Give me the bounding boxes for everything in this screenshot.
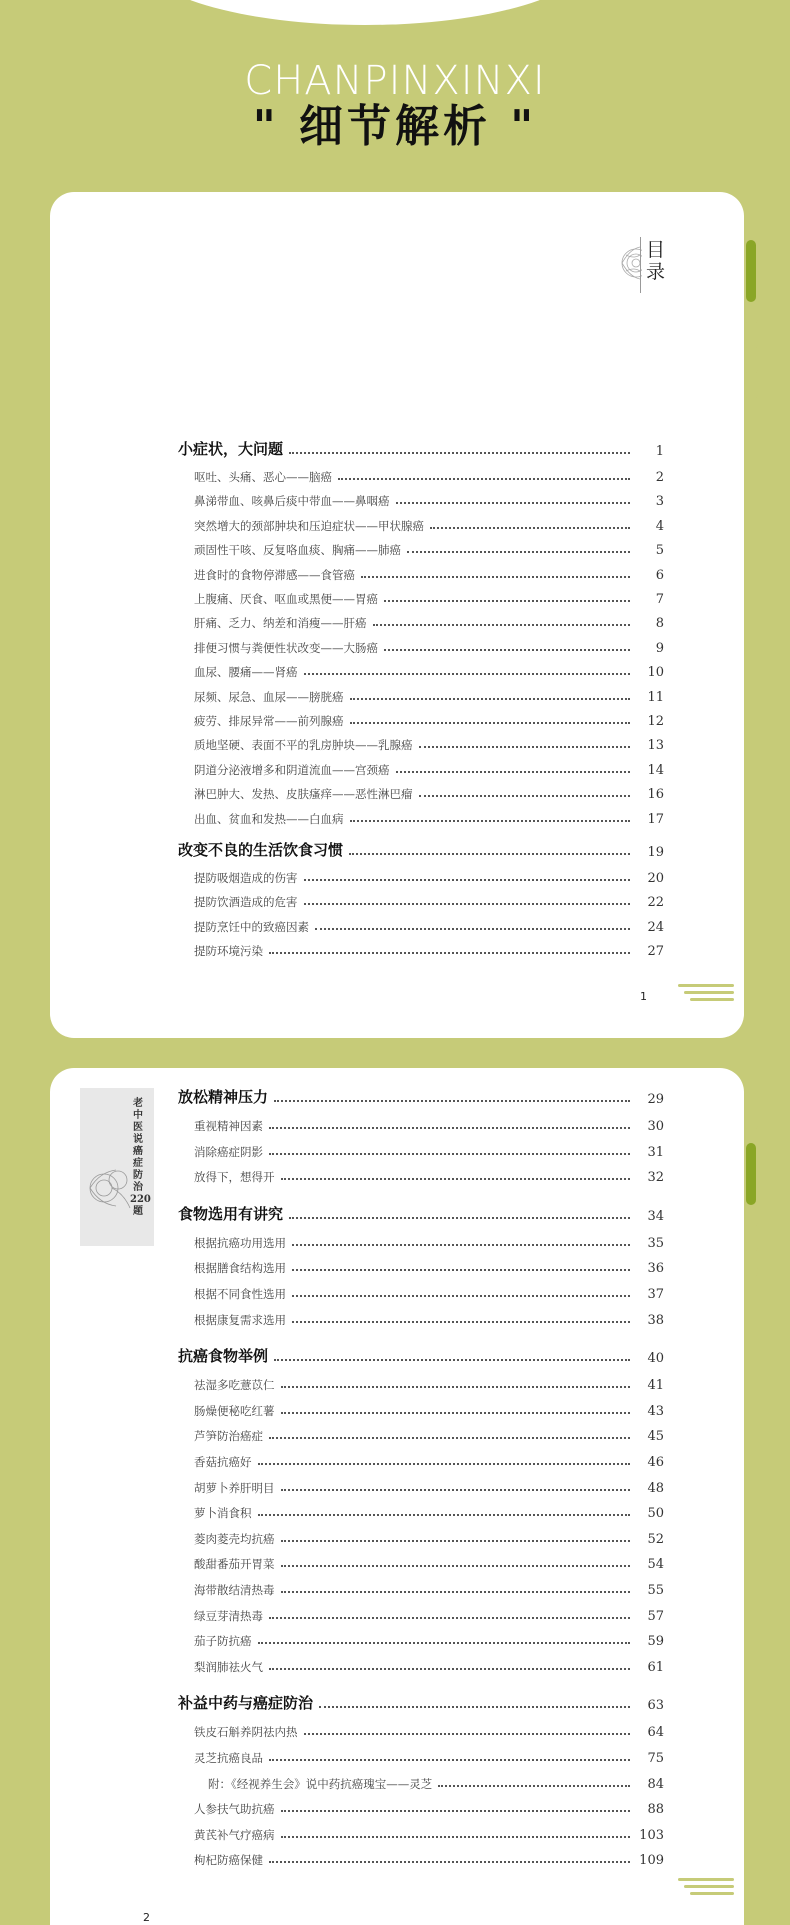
toc-entry-title: 顽固性干咳、反复咯血痰、胸痛——肺癌 [194,543,401,558]
toc-entry-row[interactable] [178,1235,664,1251]
toc-leader-dots [315,928,630,930]
toc-page-number: 36 [647,1261,664,1277]
toc-entry-row[interactable] [178,1312,664,1328]
toc-page-number: 32 [647,1170,664,1186]
toc-leader-dots [269,1127,630,1129]
toc-section-row[interactable] [178,839,664,860]
toc-leader-dots [373,624,631,626]
toc-page-number: 43 [647,1403,664,1419]
toc-leader-dots [289,1217,630,1219]
toc-page-number: 84 [647,1776,664,1792]
toc-page-number: 29 [647,1092,664,1107]
toc-entry-title: 提防环境污染 [194,944,263,959]
toc-page-number: 63 [647,1698,664,1714]
toc-leader-dots [289,452,630,454]
scroll-dot [745,312,758,325]
toc-leader-dots [269,1861,630,1863]
toc-page-number: 59 [647,1634,664,1650]
toc-page-number: 103 [639,1827,664,1843]
toc-leader-dots [396,502,631,504]
toc-entry-row[interactable] [178,1260,664,1276]
toc-page-number: 16 [647,787,664,803]
toc-leader-dots [292,1244,630,1246]
toc-page-number: 22 [647,895,664,911]
toc-page-1 [50,192,744,1038]
toc-page-number: 3 [655,494,664,510]
toc-entry-title: 灵芝抗癌良品 [194,1751,263,1765]
toc-page-number: 54 [647,1557,664,1573]
toc-entry-row[interactable] [178,1633,664,1649]
toc-entry-row[interactable] [178,811,664,827]
toc-entry-row[interactable] [178,615,664,631]
toc-entry-row[interactable] [178,1750,664,1766]
toc-leader-dots [419,746,631,748]
toc-page-number: 40 [647,1351,664,1367]
toc-entry-title: 根据抗癌功用选用 [194,1235,286,1250]
toc-page-number: 14 [647,762,664,778]
scroll-active-bar [746,1143,756,1205]
mulu-title: 目录 [646,239,666,283]
toc-leader-dots [274,1359,630,1361]
toc-entry-title: 呕吐、头痛、恶心——脑癌 [194,470,332,484]
toc-leader-dots [304,1733,631,1735]
toc-entry-title: 进食时的食物停滞感——食管癌 [194,567,355,582]
toc-entry-row[interactable] [178,786,664,802]
toc-page-number: 75 [647,1751,664,1766]
toc-leader-dots [269,1437,630,1439]
toc-leader-dots [281,1489,631,1491]
toc-entry-row[interactable] [178,518,664,534]
toc-page-number: 24 [647,919,664,935]
toc-leader-dots [292,1269,630,1271]
lines-decoration [678,984,734,1005]
scroll-dot [745,1240,758,1253]
toc-leader-dots [292,1295,630,1297]
toc-page-2 [50,1068,744,1925]
toc-section-row[interactable] [178,1345,664,1366]
toc-leader-dots [281,1591,631,1593]
toc-entry-row[interactable] [178,1144,664,1160]
toc-entry-row[interactable] [178,1480,664,1496]
toc-leader-dots [281,1540,631,1542]
toc-entry-row[interactable] [178,1454,664,1470]
toc-page-number: 2 [655,470,664,485]
toc-entry-title: 香菇抗癌好 [194,1455,252,1469]
toc-entry-title: 出血、贫血和发热——白血病 [194,811,344,826]
toc-entry-row[interactable] [178,1377,664,1393]
toc-page-number: 7 [655,592,664,607]
scroll-dot [745,1215,758,1228]
toc-page-number: 37 [647,1287,664,1302]
toc-entry-row[interactable] [178,737,664,753]
scroll-indicator-1 [744,240,758,412]
toc-entry-row[interactable] [178,1403,664,1419]
toc-entry-row[interactable] [178,1169,664,1185]
toc-entry-row[interactable] [178,591,664,607]
toc-leader-dots [396,771,631,773]
toc-leader-dots [384,600,630,602]
toc-page-number: 8 [655,616,664,632]
toc-section-row[interactable] [178,1692,664,1713]
toc-section-row[interactable] [178,1086,664,1107]
header-english-title: CHANPINXINXI [244,58,546,104]
toc-section-row[interactable] [178,1203,664,1224]
toc-entry-title: 尿频、尿急、血尿——膀胱癌 [194,689,344,704]
toc-page-number: 20 [647,871,664,886]
toc-entry-title: 梨润肺祛火气 [194,1659,263,1674]
toc-entry-title: 淋巴肿大、发热、皮肤瘙痒——恶性淋巴瘤 [194,787,413,802]
scroll-dot [745,387,758,400]
toc-entry-row[interactable] [178,870,664,886]
toc-leader-dots [258,1642,631,1644]
toc-entry-row[interactable] [178,943,664,959]
toc-section-row[interactable] [178,438,664,459]
toc-section-title: 放松精神压力 [178,1088,269,1106]
toc-leader-dots [430,527,630,529]
toc-page-number: 1 [655,444,664,459]
toc-leader-dots [349,853,630,855]
toc-page-number: 9 [655,640,664,656]
toc-entry-row[interactable] [178,542,664,558]
toc-entry-title: 枸杞防癌保健 [194,1853,263,1868]
toc-leader-dots [350,722,631,724]
toc-entry-row[interactable] [178,1428,664,1444]
toc-leader-dots [281,1836,631,1838]
toc-page-number: 55 [647,1583,664,1598]
toc-entry-title: 芦笋防治癌症 [194,1429,263,1444]
scroll-dot [745,1118,758,1131]
toc-leader-dots [361,576,630,578]
toc-page-number: 52 [647,1531,664,1547]
toc-leader-dots [384,649,630,651]
toc-page-number: 38 [647,1312,664,1328]
toc-leader-dots [304,903,631,905]
toc-entry-title: 萝卜消食积 [194,1506,252,1521]
scroll-indicator-2 [744,1118,758,1290]
toc-entry-title: 根据康复需求选用 [194,1312,286,1327]
toc-leader-dots [438,1785,630,1787]
toc-page-number: 48 [647,1480,664,1496]
toc-entry-title: 放得下，想得开 [194,1170,275,1185]
toc-page-number: 64 [647,1725,664,1741]
scroll-dot [745,362,758,375]
toc-leader-dots [281,1386,631,1388]
toc-entry-title: 血尿、腰痛——肾癌 [194,665,298,680]
toc-page-number: 13 [647,738,664,754]
toc-entry-title: 排便习惯与粪便性状改变——大肠癌 [194,640,378,655]
toc-leader-dots [350,820,631,822]
toc-entry-row[interactable] [178,1118,664,1134]
toc-leader-dots [258,1463,631,1465]
toc-entry-row[interactable] [178,762,664,778]
toc-entry-title: 祛湿多吃薏苡仁 [194,1378,275,1393]
toc-leader-dots [269,1617,630,1619]
toc-entry-title: 阴道分泌液增多和阴道流血——宫颈癌 [194,762,390,777]
toc-entry-title: 肝痛、乏力、纳差和消瘦——肝癌 [194,616,367,631]
toc-page-number: 45 [647,1429,664,1445]
toc-leader-dots [281,1412,631,1414]
toc-leader-dots [292,1321,630,1323]
toc-page-number: 17 [647,811,664,827]
toc-entry-row[interactable] [178,1608,664,1624]
toc-entry-title: 茄子防抗癌 [194,1634,252,1649]
toc-entry-title: 菱肉菱壳均抗癌 [194,1531,275,1546]
page-number-1: 1 [640,990,647,1003]
mulu-heading [616,237,666,292]
toc-page-number: 27 [647,944,664,960]
toc-page-number: 6 [655,567,664,583]
toc-page-number: 46 [647,1455,664,1470]
toc-entry-row[interactable] [178,689,664,705]
toc-entry-title: 突然增大的颈部肿块和压迫症状——甲状腺癌 [194,518,424,533]
toc-entry-title: 人参扶气助抗癌 [194,1802,275,1817]
toc-entry-title: 铁皮石斛养阴祛内热 [194,1725,298,1740]
toc-leader-dots [269,1153,630,1155]
toc-section-title: 小症状，大问题 [178,440,284,458]
toc-entry-row[interactable] [178,567,664,583]
toc-entry-title: 鼻涕带血、咳鼻后痰中带血——鼻咽癌 [194,494,390,509]
toc-entry-row[interactable] [178,1724,664,1740]
toc-entry-title: 黄芪补气疗癌病 [194,1827,275,1842]
toc-leader-dots [350,698,631,700]
book-spine-image [80,1088,154,1246]
toc-leader-dots [407,551,630,553]
toc-entry-title: 提防吸烟造成的伤害 [194,871,298,885]
flower-ornament-icon [616,237,642,289]
toc-page-number: 4 [655,518,664,534]
toc-entry-row[interactable] [178,469,664,485]
toc-leader-dots [304,879,631,881]
toc-entry-row[interactable] [178,1801,664,1817]
page-number-2: 2 [143,1911,150,1924]
toc-leader-dots [281,1810,631,1812]
toc-entry-row[interactable] [178,1776,664,1792]
toc-leader-dots [338,478,630,480]
scroll-dot [745,337,758,350]
toc-section-title: 食物选用有讲究 [178,1204,284,1223]
toc-entry-title: 海带散结清热毒 [194,1583,275,1597]
toc-entry-title: 消除癌症阴影 [194,1144,263,1159]
toc-entry-row[interactable] [178,1531,664,1547]
toc-entry-row[interactable] [178,664,664,680]
toc-entry-row[interactable] [178,919,664,935]
toc-page-number: 5 [655,543,664,559]
scroll-dot [745,1265,758,1278]
toc-leader-dots [274,1100,630,1102]
toc-entry-title: 肠燥便秘吃红薯 [194,1403,275,1418]
toc-page-number: 50 [647,1506,664,1522]
toc-entry-row[interactable] [178,1505,664,1521]
header-chinese-title: " 细节解析 " [252,101,538,152]
toc-section-title: 补益中药与癌症防治 [178,1694,314,1713]
toc-leader-dots [419,795,631,797]
top-arc-decoration [140,0,590,25]
toc-leader-dots [269,1668,630,1670]
toc-section-title: 改变不良的生活饮食习惯 [178,841,344,859]
toc-entry-title: 绿豆芽清热毒 [194,1608,263,1623]
toc-entry-title: 疲劳、排尿异常——前列腺癌 [194,714,344,728]
toc-page-number: 30 [647,1119,664,1134]
flower-ornament-icon [86,1158,134,1218]
spine-title: 老中医说癌症防治220题 [130,1098,151,1217]
toc-entry-row[interactable] [178,1659,664,1675]
toc-leader-dots [281,1178,631,1180]
toc-entry-title: 附：《经视养生会》说中药抗癌瑰宝——灵芝 [208,1776,433,1791]
toc-leader-dots [304,673,631,675]
toc-page-number: 12 [647,714,664,729]
toc-entry-row[interactable] [178,1852,664,1868]
toc-page-number: 10 [647,665,664,681]
toc-page-number: 57 [647,1608,664,1624]
toc-entry-title: 根据膳食结构选用 [194,1261,286,1276]
scroll-active-bar [746,240,756,302]
toc-entry-title: 提防烹饪中的致癌因素 [194,919,309,934]
toc-page-number: 31 [647,1144,664,1160]
toc-page-number: 11 [647,689,664,705]
toc-leader-dots [319,1706,630,1708]
toc-leader-dots [269,952,630,954]
toc-page-number: 35 [647,1235,664,1251]
toc-leader-dots [269,1759,630,1761]
toc-entry-row[interactable] [178,1286,664,1302]
mulu-divider [640,237,641,293]
toc-entry-row[interactable] [178,493,664,509]
toc-entry-row[interactable] [178,1556,664,1572]
toc-entry-title: 根据不同食性选用 [194,1287,286,1301]
toc-entry-title: 酸甜番茄开胃菜 [194,1557,275,1572]
toc-entry-title: 质地坚硬、表面不平的乳房肿块——乳腺癌 [194,738,413,753]
toc-page-number: 88 [647,1802,664,1818]
toc-section-title: 抗癌食物举例 [178,1347,269,1366]
toc-page-number: 41 [647,1378,664,1394]
toc-entry-title: 重视精神因素 [194,1119,263,1133]
toc-entry-title: 上腹痛、厌食、呕血或黑便——胃癌 [194,592,378,606]
toc-entry-row[interactable] [178,894,664,910]
toc-entry-row[interactable] [178,1827,664,1843]
toc-entry-row[interactable] [178,640,664,656]
toc-page-number: 109 [639,1853,664,1869]
toc-leader-dots [258,1514,631,1516]
toc-entry-title: 胡萝卜养肝明目 [194,1480,275,1495]
toc-entry-title: 提防饮酒造成的危害 [194,895,298,910]
toc-entry-row[interactable] [178,1582,664,1598]
toc-page-number: 19 [647,845,664,860]
toc-page-number: 34 [647,1208,664,1224]
toc-entry-row[interactable] [178,713,664,729]
toc-page-number: 61 [647,1659,664,1675]
lines-decoration [678,1878,734,1899]
toc-leader-dots [281,1565,631,1567]
